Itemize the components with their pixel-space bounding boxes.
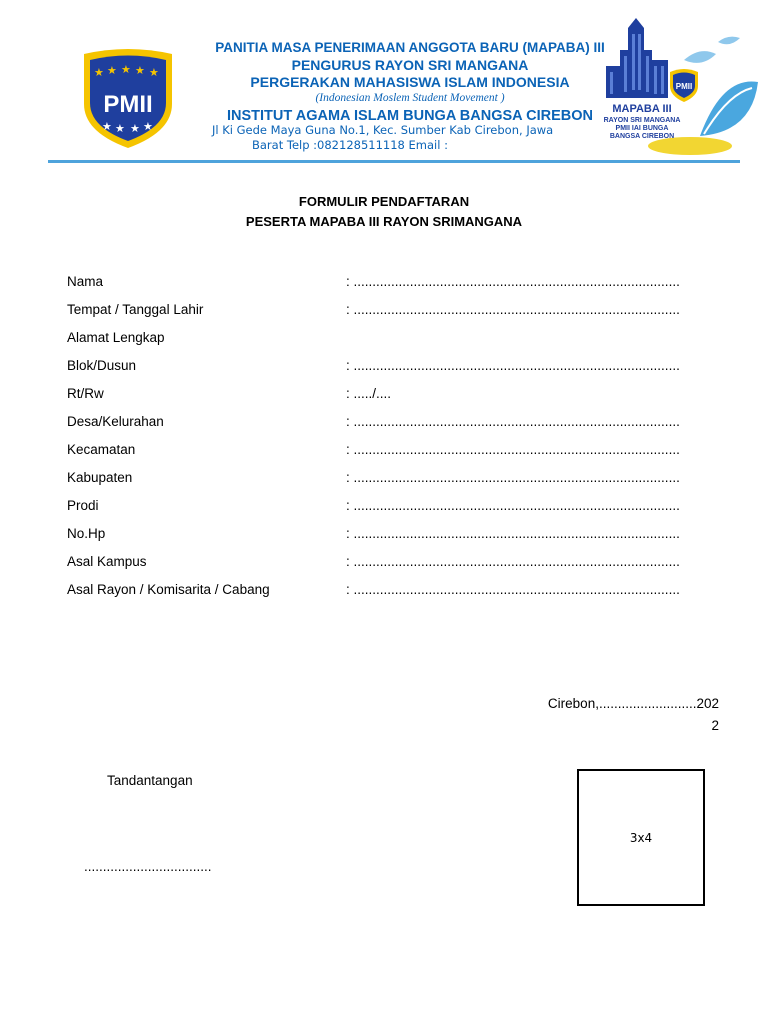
place-date-line[interactable]: Cirebon,..........................202 — [547, 696, 719, 711]
mapaba-logo — [592, 16, 760, 162]
field-label: No.Hp — [67, 526, 106, 541]
mapaba-logo-line: PMII IAI BUNGA — [615, 125, 669, 132]
field-blank[interactable]: : ....................................................................................... — [346, 274, 680, 289]
mapaba-logo-title: MAPABA III — [612, 103, 672, 115]
mapaba-logo-line: BANGSA CIREBON — [609, 133, 675, 140]
field-blank[interactable]: : ....................................................................................... — [346, 302, 680, 317]
form-row-asal-kampus — [67, 554, 717, 574]
field-blank[interactable]: : ....................................................................................... — [346, 442, 680, 457]
mapaba-logo-line: RAYON SRI MANGANA — [603, 117, 681, 124]
field-label: Prodi — [67, 498, 99, 513]
field-blank[interactable]: : ....................................................................................... — [346, 498, 680, 513]
header-divider — [48, 160, 740, 163]
form-row-prodi — [67, 498, 717, 518]
form-row-blok-dusun — [67, 358, 717, 378]
field-label: Alamat Lengkap — [67, 330, 165, 345]
form-row-tempat-tanggal-lahir — [67, 302, 717, 322]
header-address: Jl Ki Gede Maya Guna No.1, Kec. Sumber Kab Cirebon, Jawa — [212, 123, 554, 137]
svg-text:★: ★ — [135, 64, 145, 77]
place-date-line-wrap: 2 — [711, 718, 719, 733]
field-label: Asal Rayon / Komisarita / Cabang — [67, 582, 270, 597]
svg-text:★: ★ — [94, 66, 104, 79]
field-blank[interactable]: : ....................................................................................... — [346, 470, 680, 485]
header-organization-english: (Indonesian Moslem Student Movement ) — [315, 92, 505, 104]
svg-text:★: ★ — [121, 63, 131, 76]
field-blank[interactable]: : ....................................................................................... — [346, 526, 680, 541]
field-label: Rt/Rw — [67, 386, 104, 401]
svg-text:★: ★ — [102, 120, 112, 133]
field-blank[interactable]: : ....................................................................................... — [346, 358, 680, 373]
field-label: Kecamatan — [67, 442, 136, 457]
header-committee: PANITIA MASA PENERIMAAN ANGGOTA BARU (MAPABA) III — [215, 40, 605, 55]
form-row-nama — [67, 274, 717, 294]
form-row-desa-kelurahan — [67, 414, 717, 434]
svg-text:★: ★ — [107, 64, 117, 77]
form-subtitle: PESERTA MAPABA III RAYON SRIMANGANA — [245, 214, 523, 229]
field-label: Blok/Dusun — [67, 358, 137, 373]
header-contact: Barat Telp :082128511118 Email : — [252, 138, 448, 152]
form-row-no-hp — [67, 526, 717, 546]
form-row-asal-rayon — [67, 582, 717, 602]
form-row-rt-rw — [67, 386, 717, 406]
form-title: FORMULIR PENDAFTARAN — [298, 194, 470, 209]
field-blank[interactable]: : ....................................................................................... — [346, 582, 680, 597]
form-row-kecamatan — [67, 442, 717, 462]
svg-text:★: ★ — [130, 122, 140, 135]
field-label: Tempat / Tanggal Lahir — [67, 302, 204, 317]
field-label: Asal Kampus — [67, 554, 147, 569]
photo-box — [577, 769, 705, 906]
pmii-logo-text: PMII — [103, 91, 153, 118]
header-organization: PERGERAKAN MAHASISWA ISLAM INDONESIA — [250, 74, 570, 90]
photo-size-label: 3x4 — [629, 831, 653, 845]
form-row-alamat-lengkap — [67, 330, 717, 350]
signature-name-blank[interactable]: .................................. — [84, 859, 212, 874]
header-rayon: PENGURUS RAYON SRI MANGANA — [291, 57, 529, 73]
field-blank[interactable]: : ...../.... — [346, 386, 392, 401]
svg-text:★: ★ — [115, 122, 125, 135]
signature-label: Tandantangan — [107, 773, 193, 788]
field-blank[interactable]: : ....................................................................................... — [346, 554, 680, 569]
svg-text:★: ★ — [143, 120, 153, 133]
mapaba-badge-text: PMII — [675, 82, 693, 91]
pmii-logo — [80, 46, 176, 150]
field-label: Kabupaten — [67, 470, 133, 485]
field-label: Desa/Kelurahan — [67, 414, 164, 429]
svg-text:★: ★ — [149, 66, 159, 79]
field-blank[interactable]: : ....................................................................................... — [346, 414, 680, 429]
form-row-kabupaten — [67, 470, 717, 490]
field-label: Nama — [67, 274, 104, 289]
header-institute: INSTITUT AGAMA ISLAM BUNGA BANGSA CIREBON — [227, 108, 593, 124]
